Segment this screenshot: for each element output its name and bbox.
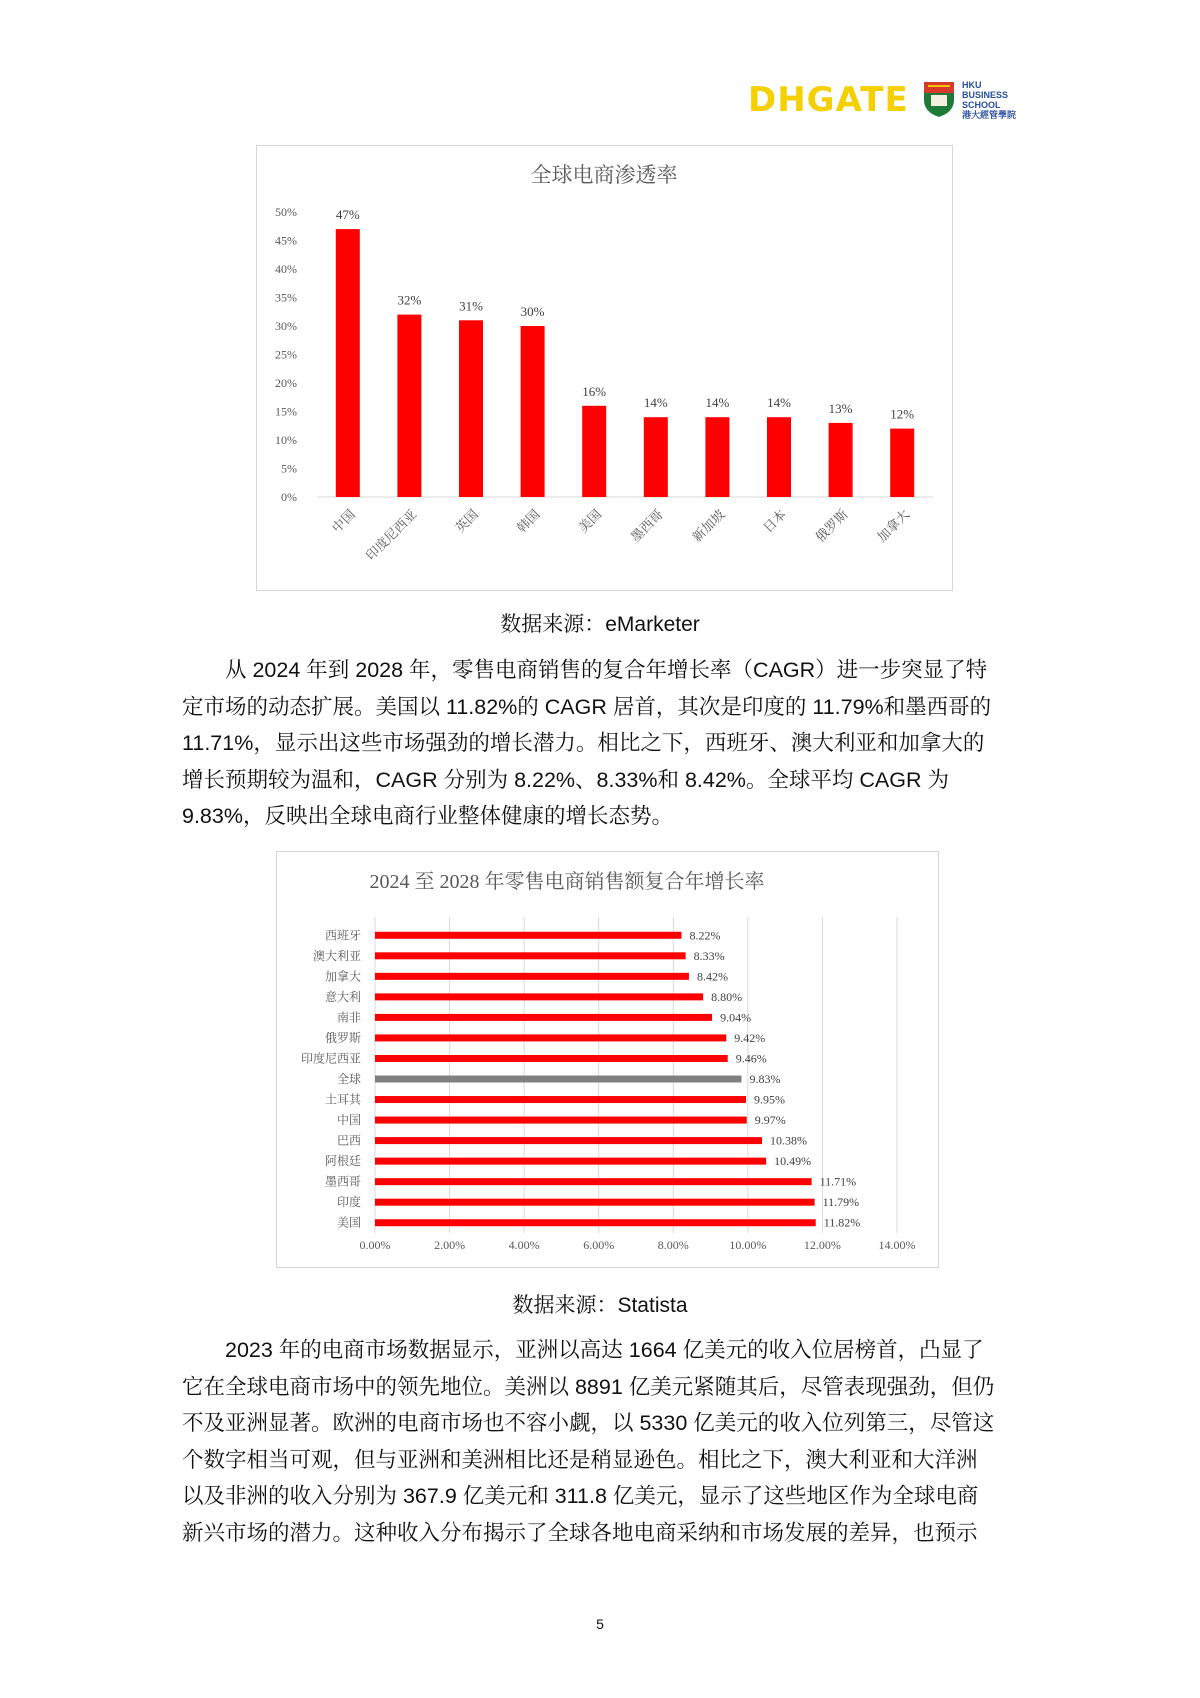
logo-text: 港大經管學院 [962, 110, 1017, 120]
y-tick-label: 20% [275, 376, 297, 390]
cagr-chart-svg [277, 852, 938, 1267]
data-label: 9.97% [754, 1113, 786, 1128]
paragraph-revenue [182, 1332, 1022, 1551]
x-tick-label: 英国 [452, 506, 482, 536]
hku-crest-icon [922, 80, 956, 118]
y-tick-label: 墨西哥 [324, 1174, 361, 1189]
bar [375, 1199, 815, 1206]
y-tick-label: 西班牙 [324, 928, 361, 943]
data-label: 9.04% [720, 1010, 752, 1025]
bar [375, 1055, 728, 1062]
data-label: 9.46% [735, 1051, 767, 1066]
x-tick-label: 加拿大 [874, 506, 913, 545]
y-tick-label: 印度 [336, 1195, 361, 1210]
data-label: 14% [643, 395, 668, 411]
bar [829, 423, 853, 497]
paragraph-line: 11.71%，显示出这些市场强劲的增长潜力。相比之下，西班牙、澳大利亚和加拿大的 [182, 731, 985, 755]
y-tick-label: 巴西 [336, 1133, 361, 1148]
source-caption-emarketer: 数据来源：eMarketer [500, 613, 700, 636]
y-tick-label: 中国 [336, 1113, 361, 1128]
data-label: 8.80% [711, 989, 743, 1004]
bar [582, 406, 606, 497]
y-tick-label: 土耳其 [324, 1092, 361, 1107]
data-label: 31% [459, 298, 483, 314]
bar [375, 973, 689, 980]
data-label: 47% [335, 207, 360, 223]
y-tick-label: 澳大利亚 [312, 948, 361, 963]
y-tick-label: 45% [275, 233, 297, 248]
data-label: 8.42% [696, 969, 728, 984]
data-label: 11.82% [823, 1215, 861, 1230]
penetration-chart [256, 145, 953, 591]
data-label: 11.79% [822, 1195, 860, 1210]
data-label: 13% [828, 400, 853, 416]
y-tick-label: 全球 [336, 1072, 361, 1086]
x-tick-label: 2.00% [434, 1238, 466, 1252]
chart-title: 全球电商渗透率 [530, 163, 678, 187]
y-tick-label: 15% [275, 404, 297, 419]
paragraph-line: 9.83%，反映出全球电商行业整体健康的增长态势。 [182, 804, 673, 828]
bar [375, 952, 686, 959]
y-tick-label: 40% [275, 262, 297, 276]
y-tick-label: 0% [281, 490, 297, 504]
data-label: 10.49% [774, 1154, 812, 1169]
chart-title: 2024 至 2028 年零售电商销售额复合年增长率 [369, 871, 765, 893]
y-tick-label: 50% [275, 205, 297, 219]
data-label: 14% [767, 395, 791, 411]
y-tick-label: 意大利 [324, 989, 361, 1004]
bar [375, 932, 681, 939]
paragraph-cagr [182, 652, 1022, 835]
data-label: 10.38% [770, 1133, 808, 1148]
x-tick-label: 4.00% [508, 1238, 540, 1252]
x-tick-label: 墨西哥 [627, 506, 666, 545]
x-tick-label: 韩国 [513, 506, 543, 536]
bar [375, 1219, 816, 1226]
bar [375, 1014, 712, 1021]
dhgate-logo: DHGATE [748, 80, 909, 120]
x-tick-label: 日本 [760, 506, 790, 536]
data-label: 12% [890, 406, 915, 422]
x-tick-label: 8.00% [657, 1238, 689, 1252]
y-tick-label: 35% [275, 290, 297, 305]
page-number: 5 [596, 1616, 604, 1632]
paragraph-line: 定市场的动态扩展。美国以 11.82%的 CAGR 居首，其次是印度的 11.79%和墨西哥的 [182, 694, 992, 719]
data-label: 9.42% [734, 1030, 766, 1045]
x-tick-label: 中国 [328, 506, 358, 536]
paragraph-line: 新兴市场的潜力。这种收入分布揭示了全球各地电商采纳和市场发展的差异，也预示 [182, 1520, 978, 1545]
logo-text: BUSINESS [962, 90, 1009, 100]
y-tick-label: 25% [275, 347, 297, 362]
bar [767, 417, 791, 497]
bar [375, 1137, 762, 1144]
y-tick-label: 印度尼西亚 [300, 1051, 361, 1066]
bar [459, 320, 483, 497]
data-label: 8.33% [693, 948, 725, 963]
cagr-chart [276, 851, 939, 1268]
bar [375, 1158, 766, 1165]
x-tick-label: 印度尼西亚 [362, 506, 420, 564]
data-label: 11.71% [819, 1174, 857, 1189]
bar [521, 326, 545, 497]
data-label: 16% [582, 383, 607, 399]
bar [375, 1117, 747, 1124]
paragraph-line: 个数字相当可观，但与亚洲和美洲相比还是稍显逊色。相比之下，澳大利亚和大洋洲 [182, 1447, 978, 1472]
bar [375, 1034, 726, 1041]
y-tick-label: 美国 [336, 1215, 361, 1230]
bar [336, 229, 360, 497]
paragraph-line: 以及非洲的收入分别为 367.9 亿美元和 311.8 亿美元，显示了这些地区作为全球电商 [182, 1484, 979, 1508]
x-tick-label: 俄罗斯 [812, 506, 851, 545]
paragraph-line: 2023 年的电商市场数据显示，亚洲以高达 1664 亿美元的收入位居榜首，凸显了 [182, 1338, 984, 1362]
x-tick-label: 美国 [575, 506, 605, 536]
hku-business-school-logo [962, 80, 1016, 120]
x-tick-label: 新加坡 [689, 506, 728, 545]
x-tick-label: 0.00% [359, 1238, 391, 1252]
y-tick-label: 阿根廷 [324, 1154, 361, 1169]
bar [375, 993, 703, 1000]
y-tick-label: 南非 [336, 1010, 361, 1025]
paragraph-line: 增长预期较为温和，CAGR 分别为 8.22%、8.33%和 8.42%。全球平均 CAGR 为 [182, 767, 949, 792]
x-tick-label: 14.00% [878, 1238, 916, 1252]
paragraph-line: 它在全球电商市场中的领先地位。美洲以 8891 亿美元紧随其后，尽管表现强劲，但仍 [182, 1374, 995, 1399]
bar [375, 1076, 742, 1083]
data-label: 8.22% [689, 928, 721, 943]
x-tick-label: 6.00% [583, 1238, 615, 1252]
data-label: 30% [520, 304, 545, 319]
x-tick-label: 10.00% [729, 1238, 767, 1252]
y-tick-label: 加拿大 [324, 969, 361, 984]
bar [375, 1178, 812, 1185]
y-tick-label: 10% [275, 433, 297, 447]
source-caption-statista: 数据来源：Statista [512, 1294, 688, 1317]
bar [397, 315, 421, 497]
paragraph-line: 从 2024 年到 2028 年，零售电商销售的复合年增长率（CAGR）进一步突显了特 [182, 658, 988, 682]
x-tick-label: 12.00% [803, 1238, 841, 1252]
bar [375, 1096, 746, 1103]
data-label: 32% [397, 292, 422, 308]
logo-text: HKU [962, 80, 982, 90]
data-label: 9.83% [749, 1072, 781, 1086]
y-tick-label: 俄罗斯 [324, 1030, 361, 1045]
logo-text: SCHOOL [962, 100, 1001, 110]
data-label: 9.95% [753, 1092, 785, 1107]
paragraph-line: 不及亚洲显著。欧洲的电商市场也不容小觑，以 5330 亿美元的收入位列第三，尽管这 [182, 1411, 995, 1435]
y-tick-label: 5% [281, 461, 297, 476]
bar [890, 429, 914, 497]
bar [705, 417, 729, 497]
data-label: 14% [705, 395, 730, 411]
bar [644, 417, 668, 497]
penetration-chart-svg [257, 146, 952, 590]
y-tick-label: 30% [275, 319, 297, 333]
